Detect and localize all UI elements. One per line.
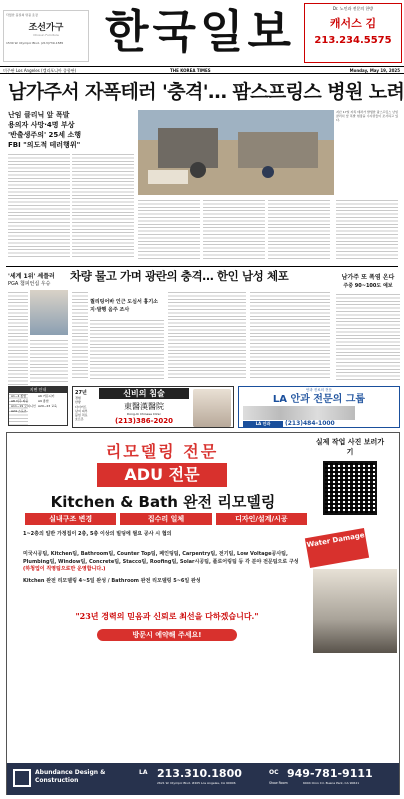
oc-label: OC — [269, 769, 279, 776]
adu-ad[interactable] — [6, 432, 400, 795]
adu-bullet: Kitchen 완전 리모델링 4~5일 완성 / Bathroom 완전 리모델링 5~6일 완성 — [23, 577, 201, 584]
second-body-col2 — [90, 318, 164, 380]
left-ad-line: 1530 W. Olympic Blvd. (213)739-1585 — [6, 41, 64, 45]
eye-tag: 안과 진료의 전문 — [306, 388, 332, 392]
issue-date: Monday, May 19, 2025 — [349, 68, 400, 73]
second-body-col1 — [72, 290, 88, 380]
eye-phone: (213)484-1000 — [285, 420, 335, 427]
qr-code[interactable] — [323, 461, 377, 515]
date-bar — [0, 66, 404, 74]
chip-repair: 집수리 일체 — [120, 513, 211, 525]
right-ad-phone: 213.234.5575 — [314, 35, 392, 46]
eye-doctors — [243, 406, 355, 420]
company-name: Abundance Design & Construction — [35, 769, 106, 784]
adu-body: 1~2층의 일반 가정집이 2층, 5층 이상의 빌딩에 필요 공사 시 협의 — [23, 531, 172, 537]
edition-label: 미주판 Los Angeles (캘리포니아 종합판) — [3, 68, 77, 73]
adu-bullet: 미국시공팀, Kitchen팀, Bathroom팀, Counter Top팀, 페인팅팀, Carpentry팀, 전기팀, Low Voltage공사팀, Plumbing팀, Window팀, Concrete팀, Stacco팀, Roofing팀, Solar시공팀, 플로어링팀 등 각 분야 전문팀으로 구성 — [23, 551, 299, 565]
second-headline[interactable]: 차량 물고 가며 광란의 충격… 한인 남성 체포 — [70, 269, 289, 283]
lead-photo-image — [138, 110, 334, 195]
page-index — [8, 386, 68, 426]
qr-label: 실제 작업 사진 보러가기 — [315, 438, 385, 456]
la-tel[interactable]: 213.310.1800 — [157, 767, 242, 780]
showroom-label: Show Room — [269, 781, 288, 785]
clinic-english: Dong-Ui Chinese Clinic — [126, 412, 162, 416]
masthead-title: 한국일보 — [105, 5, 295, 58]
adu-bullet: (하청업이 직영팀으로만 운영합니다.) — [23, 566, 106, 572]
lead-body-col5 — [268, 198, 330, 260]
clinic-service: 경험 — [75, 396, 81, 400]
clinic-name: 신비의 침술 — [99, 388, 189, 399]
lead-sub-2: 용의자 사망·4명 부상 — [8, 121, 75, 129]
clinic-doctor-photo — [193, 389, 231, 427]
clinic-service: 불임 치료 — [75, 413, 88, 418]
lead-body-col1 — [8, 152, 70, 257]
oc-tel[interactable]: 949-781-9111 — [287, 767, 373, 780]
golfer-photo[interactable] — [30, 290, 68, 335]
eye-brand: LA 안과 — [243, 421, 283, 427]
adu-footer — [7, 763, 399, 795]
lead-photo-caption: 지난 17일 자폭 테러가 발생한 팜스프링스 난임 클리닉 앞 폭발 현장을 수사관들이 조사하고 있다. — [336, 110, 398, 122]
lead-sub-3: '반출생주의' 25세 소행 — [8, 131, 81, 139]
clinic-service: 다이어트 — [75, 404, 87, 409]
lead-body-col3 — [138, 198, 200, 260]
heat-sub: 주중 90~100도 예보 — [343, 283, 393, 289]
la-addr: 2621 W. Olympic Blvd. #205 Los Angeles, CA 90006 — [157, 781, 236, 785]
lead-sub-4: FBI "의도적 테러행위" — [8, 141, 81, 149]
left-ad-brand: 조선가구 — [28, 23, 64, 33]
oc-addr: 6904 Oron Cir. Buena Park, CA 90621 — [303, 781, 360, 785]
lead-body-col2 — [72, 152, 134, 257]
clinic-phone: (213)386-2020 — [114, 417, 173, 425]
adu-title: Kitchen & Bath 완전 리모델링 — [50, 493, 276, 511]
water-badge: Water Damage — [305, 528, 369, 568]
clinic-ad[interactable] — [72, 386, 234, 428]
lead-subheads — [8, 110, 128, 150]
left-ad-tagline: 탁월한 품질의 명품 옷장 — [6, 13, 38, 17]
left-ad-sub: Chosun Furniture — [33, 33, 59, 37]
lead-sub-1: 난임 클리닉 앞 폭발 — [8, 111, 70, 119]
adu-banner: ADU 전문 — [97, 463, 227, 487]
sports-kicker-sub: PGA 챔피언십 우승 — [8, 281, 51, 287]
sports-body-2 — [30, 338, 68, 382]
index-item[interactable]: A9 종합 — [38, 399, 49, 403]
adu-top: 리모델링 전문 — [105, 442, 219, 461]
right-ad-name: 캐서스 김 — [329, 17, 377, 30]
right-ad-doctor: Dr. 노인과 전문의 한방 — [332, 6, 374, 11]
adu-bullets — [23, 551, 303, 585]
adu-visit: 방문시 예약해 주세요! — [97, 629, 237, 641]
adu-slogan: "23년 경력의 믿음과 신뢰로 최선을 다하겠습니다." — [75, 611, 259, 621]
clinic-hanja: 東醫漢醫院 — [124, 402, 164, 411]
lead-photo[interactable] — [138, 110, 334, 195]
second-body-col4 — [250, 290, 330, 380]
eye-ad[interactable] — [238, 386, 400, 428]
clinic-services — [75, 396, 97, 422]
index-title: 지면 안내 — [9, 387, 67, 393]
chip-design: 디자인/설계/시공 — [216, 513, 307, 525]
index-item[interactable]: A11~19 오피니언 — [11, 404, 36, 408]
adu-chips — [25, 513, 307, 525]
heat-headline[interactable]: 남가주 또 폭염 온다 — [341, 274, 395, 281]
index-item[interactable]: A1~4 종합 — [11, 394, 27, 398]
company-logo-icon — [13, 769, 31, 787]
lead-headline[interactable]: 남가주서 자폭테러 '충격'… 팜스프링스 병원 노려 — [8, 81, 404, 103]
clinic-service: 호르몬 — [75, 417, 84, 422]
sports-kicker[interactable]: '세계 1위' 셰플러 — [8, 273, 55, 280]
la-label: LA — [139, 769, 148, 776]
kitchen-photo — [313, 569, 397, 653]
index-item[interactable]: A24 스포츠 — [11, 409, 27, 413]
lead-body-col4 — [203, 198, 265, 260]
heat-body — [336, 292, 400, 380]
index-item[interactable]: A20~23 교육 — [38, 404, 57, 408]
second-body-col3 — [168, 290, 246, 380]
divider-1 — [6, 266, 398, 267]
english-title: THE KOREA TIMES — [170, 68, 211, 73]
clinic-service: 한방 — [75, 400, 81, 405]
lead-body-col6 — [336, 198, 398, 260]
second-sub: 퀄리팅어바 인근 도심서 흉기소지·발행 음주 조사 — [90, 299, 159, 313]
masthead — [0, 0, 404, 73]
eye-title: LA 안과 전문의 그룹 — [272, 394, 366, 405]
clinic-years: 27년 — [75, 390, 87, 396]
index-item[interactable]: A8 미주 타운 — [11, 399, 29, 403]
clinic-service: 남여 피부 — [75, 408, 88, 413]
chip-interior: 실내구조 변경 — [25, 513, 116, 525]
left-ad[interactable] — [3, 10, 89, 62]
right-ad[interactable] — [304, 3, 402, 63]
index-item[interactable]: A6 커뮤니티 — [38, 394, 55, 398]
